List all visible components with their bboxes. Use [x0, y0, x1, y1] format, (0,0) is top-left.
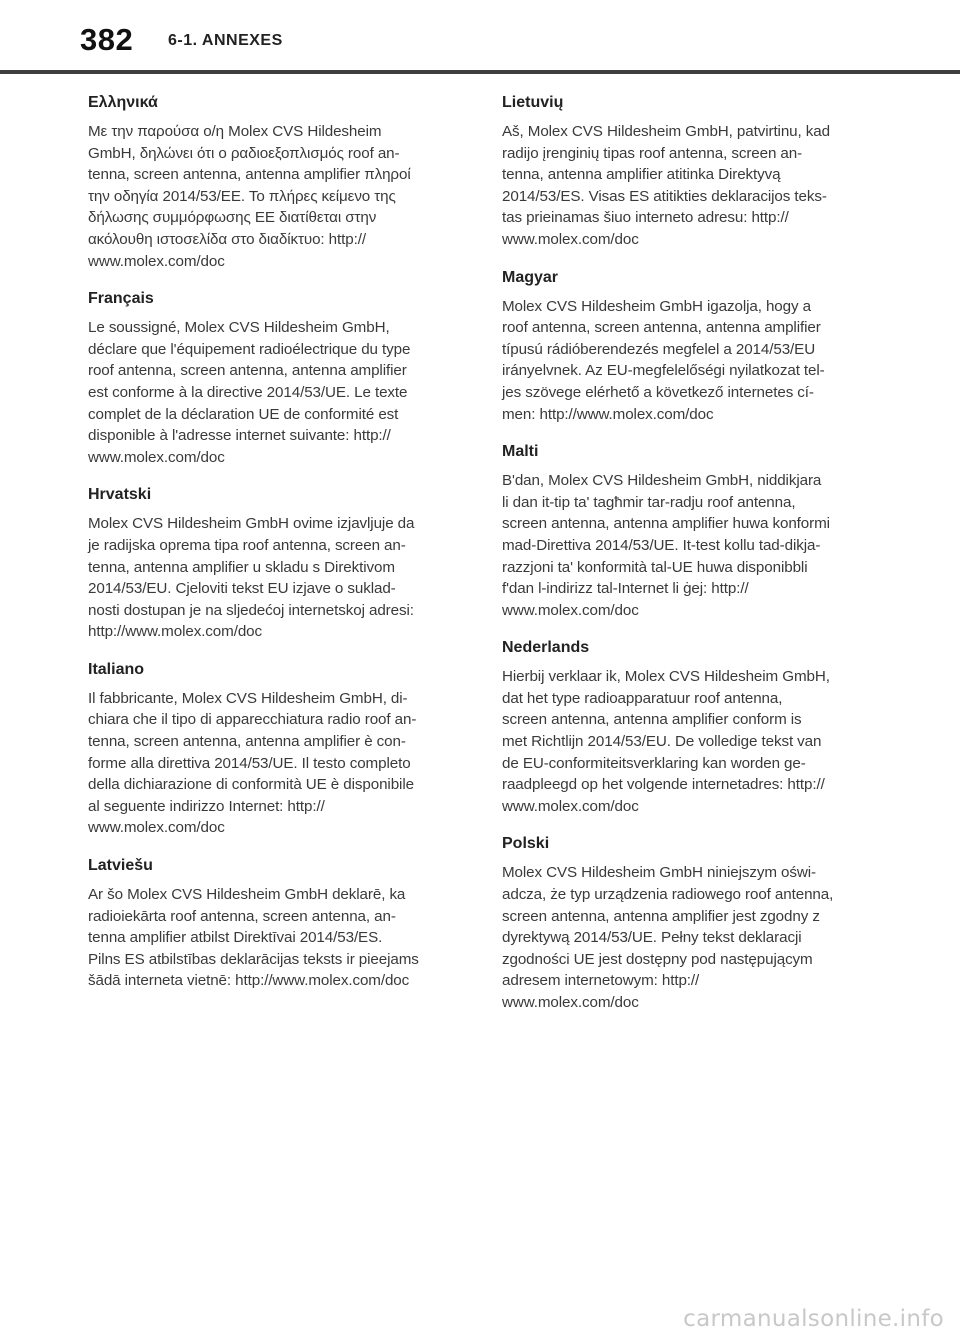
text-line: radioiekārta roof antenna, screen antenna, an-	[88, 907, 396, 925]
text-line: tas prieinamas šiuo interneto adresu: http://	[502, 209, 789, 227]
text-line: roof antenna, screen antenna, antenna amplifier	[502, 319, 821, 337]
text-line: déclare que l'équipement radioélectrique du type	[88, 340, 411, 358]
text-line: screen antenna, antenna amplifier conform is	[502, 711, 802, 729]
declaration-text	[88, 884, 450, 992]
text-line: tenna, antenna amplifier atitinka Direktyvą	[502, 166, 781, 184]
language-section	[88, 93, 450, 272]
language-section	[88, 485, 450, 643]
declaration-text	[502, 862, 862, 1013]
left-column	[88, 93, 450, 1009]
language-heading: Polski	[502, 835, 550, 853]
text-line: Molex CVS Hildesheim GmbH ovime izjavljuje da	[88, 515, 415, 533]
header-rule	[0, 70, 960, 74]
text-line: screen antenna, antenna amplifier huwa konformi	[502, 515, 830, 533]
text-line: típusú rádióberendezés megfelel a 2014/53/EU	[502, 340, 816, 358]
text-line: Aš, Molex CVS Hildesheim GmbH, patvirtinu, kad	[502, 123, 830, 140]
text-line: jes szövege elérhető a következő internetes cí-	[502, 383, 814, 401]
language-section	[88, 289, 450, 468]
declaration-text	[88, 317, 450, 468]
declaration-text	[502, 470, 862, 621]
text-line: chiara che il tipo di apparecchiatura radio roof an-	[88, 711, 417, 729]
language-section	[502, 268, 862, 426]
text-line: www.molex.com/doc	[502, 601, 639, 619]
text-line: radijo įrenginių tipas roof antenna, screen an-	[502, 144, 803, 162]
text-line: zgodności UE jest dostępny pod następującym	[502, 950, 813, 968]
text-line: tenna, screen antenna, antenna amplifier è con-	[88, 733, 406, 751]
text-line: www.molex.com/doc	[502, 994, 639, 1011]
declaration-text	[88, 688, 450, 839]
language-heading: Nederlands	[502, 639, 590, 657]
text-line: f'dan l-indirizz tal-Internet li ġej: http://	[502, 580, 749, 598]
language-heading: Lietuvių	[502, 94, 564, 111]
declaration-text	[502, 121, 862, 251]
text-line: šādā interneta vietnē: http://www.molex.com/doc	[88, 972, 410, 990]
text-line: www.molex.com/doc	[88, 252, 225, 270]
text-line: met Richtlijn 2014/53/EU. De volledige tekst van	[502, 733, 822, 751]
language-heading: Malti	[502, 443, 539, 461]
language-heading: Hrvatski	[88, 486, 152, 504]
language-heading: Ελληνικά	[88, 94, 158, 111]
language-heading: Français	[88, 290, 154, 308]
text-line: je radijska oprema tipa roof antenna, screen an-	[88, 536, 406, 554]
text-line: την οδηγία 2014/53/ΕΕ. Το πλήρες κείμενο της	[88, 187, 396, 205]
text-line: www.molex.com/doc	[88, 819, 225, 837]
text-line: roof antenna, screen antenna, antenna amplifier	[88, 362, 407, 380]
text-line: Hierbij verklaar ik, Molex CVS Hildesheim GmbH,	[502, 668, 830, 686]
text-line: www.molex.com/doc	[502, 797, 639, 815]
text-line: www.molex.com/doc	[88, 448, 225, 466]
language-section	[502, 834, 862, 1013]
text-line: screen antenna, antenna amplifier jest zgodny z	[502, 907, 820, 925]
text-line: δήλωσης συμμόρφωσης ΕΕ διατίθεται στην	[88, 209, 377, 227]
text-line: www.molex.com/doc	[502, 230, 639, 248]
text-line: ακόλουθη ιστοσελίδα στο διαδίκτυο: http://	[88, 230, 366, 248]
text-line: Με την παρούσα ο/η Molex CVS Hildesheim	[88, 123, 382, 140]
text-line: B'dan, Molex CVS Hildesheim GmbH, niddikjara	[502, 472, 822, 490]
watermark: carmanualsonline.info	[683, 1306, 944, 1332]
text-line: dat het type radioapparatuur roof antenna,	[502, 689, 783, 707]
text-line: disponible à l'adresse internet suivante: http://	[88, 427, 391, 445]
text-line: irányelvnek. Az EU-megfelelőségi nyilatkozat tel-	[502, 362, 825, 380]
language-heading: Italiano	[88, 660, 145, 678]
page-header	[0, 0, 960, 76]
text-line: Le soussigné, Molex CVS Hildesheim GmbH,	[88, 319, 390, 337]
text-line: tenna amplifier atbilst Direktīvai 2014/53/ES.	[88, 929, 383, 947]
language-heading: Latviešu	[88, 857, 153, 875]
language-section	[502, 638, 862, 817]
text-line: dyrektywą 2014/53/UE. Pełny tekst deklaracji	[502, 929, 802, 947]
text-line: adresem internetowym: http://	[502, 972, 700, 990]
text-line: Molex CVS Hildesheim GmbH igazolja, hogy a	[502, 297, 811, 315]
declaration-text	[88, 121, 450, 272]
text-line: Molex CVS Hildesheim GmbH niniejszym oświ-	[502, 864, 816, 882]
text-line: de EU-conformiteitsverklaring kan worden ge-	[502, 754, 806, 772]
text-line: adcza, że typ urządzenia radiowego roof antenna,	[502, 886, 834, 904]
text-line: tenna, antenna amplifier u skladu s Direktivom	[88, 558, 395, 576]
language-section	[88, 660, 450, 839]
page-number: 382	[80, 22, 134, 57]
text-line: forme alla direttiva 2014/53/UE. Il testo completo	[88, 754, 411, 772]
text-line: al seguente indirizzo Internet: http://	[88, 797, 325, 815]
text-line: est conforme à la directive 2014/53/UE. Le texte	[88, 383, 408, 401]
declaration-text	[502, 296, 862, 426]
text-line: Ar šo Molex CVS Hildesheim GmbH deklarē, ka	[88, 886, 406, 904]
right-column	[502, 93, 862, 1031]
text-line: Pilns ES atbilstības deklarācijas teksts ir pieejams	[88, 950, 419, 968]
text-line: 2014/53/EU. Cjeloviti tekst EU izjave o suklad-	[88, 580, 396, 598]
declaration-text	[88, 513, 450, 643]
language-section	[502, 93, 862, 251]
text-line: li dan it-tip ta' tagħmir tar-radju roof antenna,	[502, 493, 796, 511]
text-line: 2014/53/ES. Visas ES atitikties deklaracijos teks-	[502, 187, 827, 205]
text-line: http://www.molex.com/doc	[88, 623, 263, 641]
section-title: 6-1. ANNEXES	[168, 32, 283, 49]
declaration-text	[502, 666, 862, 817]
text-line: mad-Direttiva 2014/53/UE. It-test kollu tad-dikja-	[502, 536, 821, 554]
language-section	[88, 856, 450, 992]
text-line: razzjoni ta' konformità tal-UE huwa disponibbli	[502, 558, 808, 576]
text-line: tenna, screen antenna, antenna amplifier πληροί	[88, 166, 411, 184]
language-heading: Magyar	[502, 268, 559, 286]
text-line: raadpleegd op het volgende internetadres: http://	[502, 776, 825, 794]
language-section	[502, 442, 862, 621]
text-line: GmbH, δηλώνει ότι ο ραδιοεξοπλισμός roof an-	[88, 144, 400, 162]
text-line: nosti dostupan je na sljedećoj internetskoj adresi:	[88, 601, 414, 619]
text-line: Il fabbricante, Molex CVS Hildesheim GmbH, di-	[88, 689, 408, 707]
text-line: complet de la déclaration UE de conformité est	[88, 405, 399, 423]
text-line: della dichiarazione di conformità UE è disponibile	[88, 776, 414, 794]
text-line: men: http://www.molex.com/doc	[502, 405, 714, 423]
